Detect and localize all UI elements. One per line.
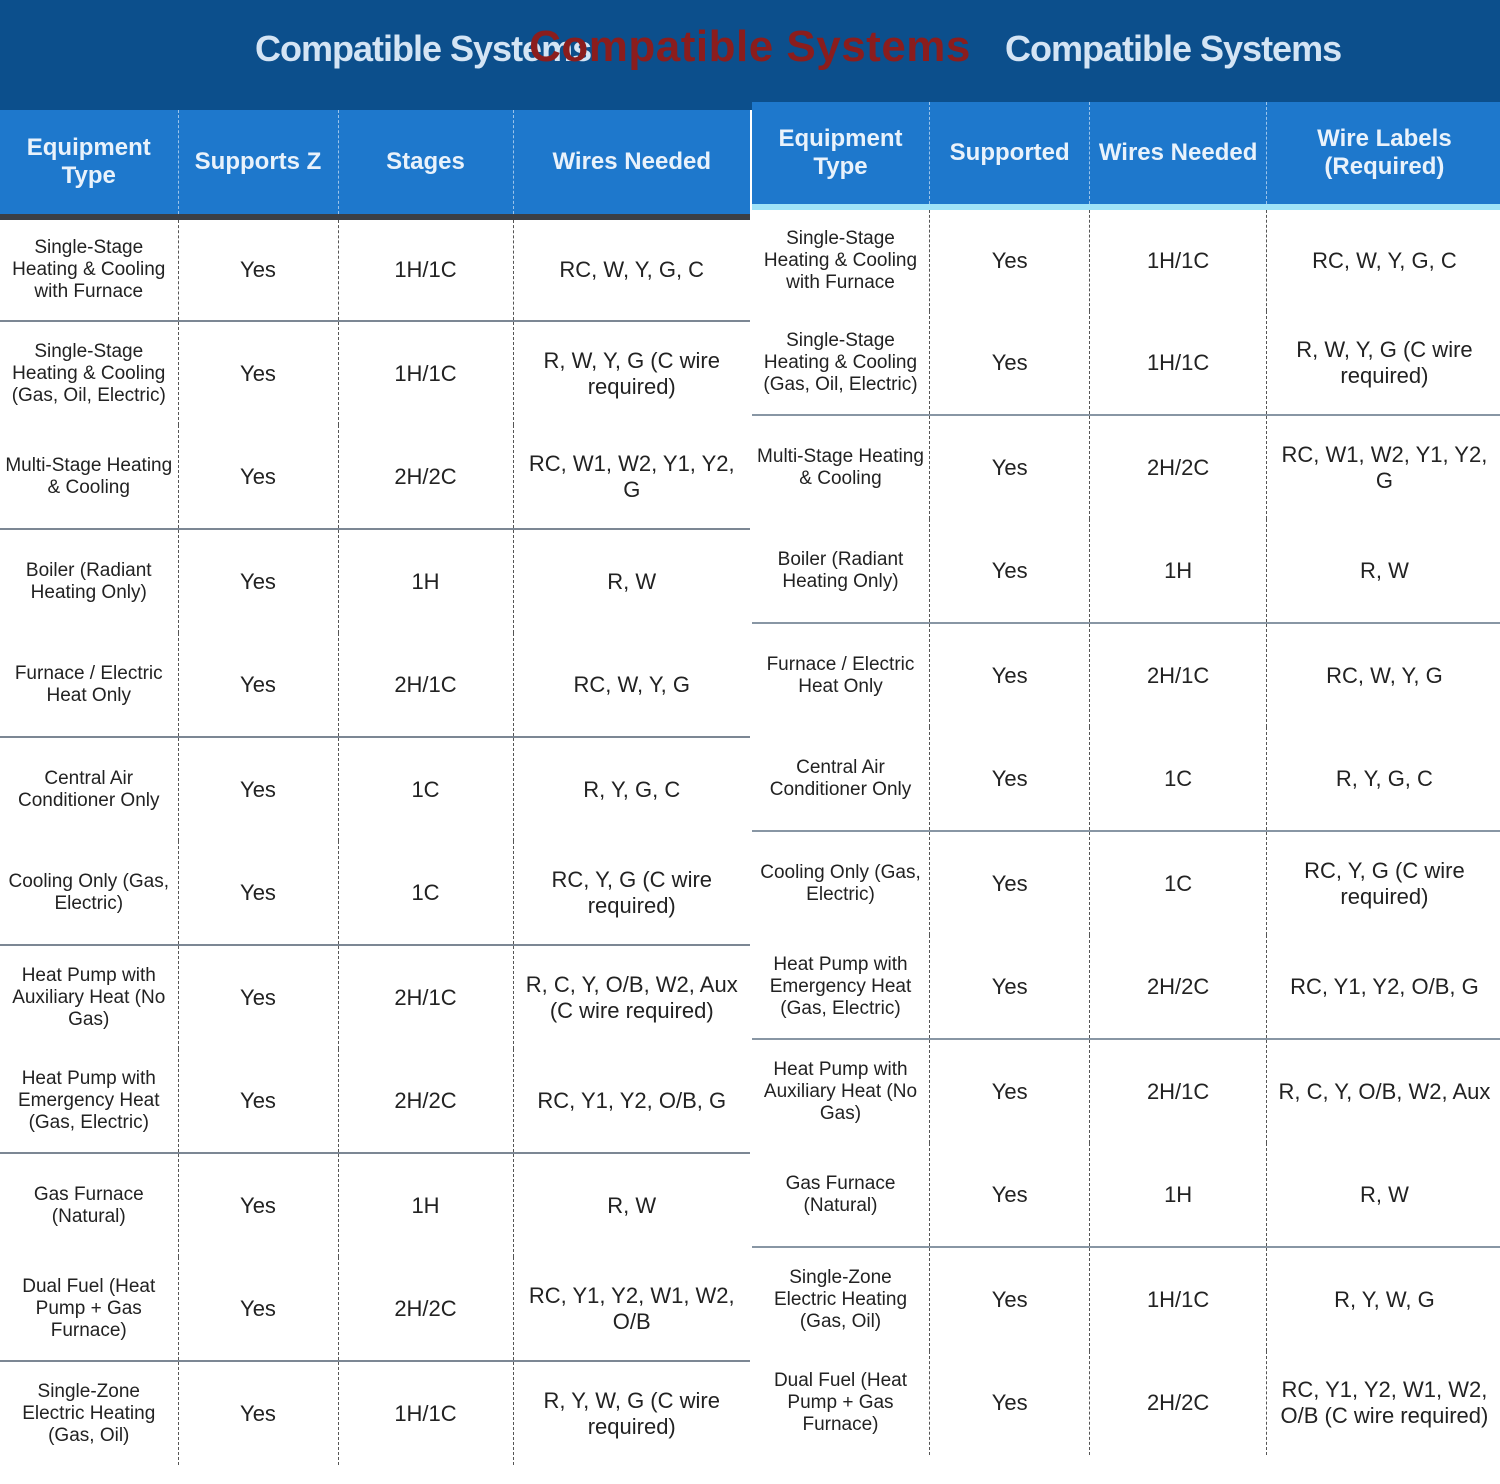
cell-stages: 2H/2C (1090, 1351, 1266, 1455)
table-row (752, 207, 1500, 311)
cell-equipment-type: Furnace / Electric Heat Only (0, 633, 178, 737)
cell-stages: 2H/2C (1090, 415, 1266, 519)
table-row (752, 311, 1500, 415)
cell-stages: 2H/2C (338, 1049, 513, 1153)
table-row (0, 529, 750, 633)
cell-supported: Yes (929, 623, 1089, 727)
left-header-row (0, 110, 750, 217)
header-supported: Supported (929, 102, 1089, 207)
cell-equipment-type: Single-Stage Heating & Cooling with Furnace (752, 207, 929, 311)
cell-equipment-type: Heat Pump with Auxiliary Heat (No Gas) (0, 945, 178, 1049)
cell-stages: 1H (338, 1153, 513, 1257)
cell-stages: 2H/2C (338, 425, 513, 529)
header-equipment-type: Equipment Type (752, 102, 929, 207)
cell-wires: R, Y, G, C (1335, 765, 1433, 791)
cell-equipment-type: Multi-Stage Heating & Cooling (0, 425, 178, 529)
cell-supported: Yes (929, 519, 1089, 623)
cell-supported: Yes (929, 1351, 1089, 1455)
header-equipment-type: Equipment Type (0, 110, 178, 217)
header-wires-needed: Wires Needed (513, 110, 750, 217)
cell-equipment-type: Single-Stage Heating & Cooling with Furnace (0, 217, 178, 321)
cell-stages: 1C (338, 737, 513, 841)
cell-stages: 2H/1C (1090, 1039, 1266, 1143)
cell-supported: Yes (178, 529, 338, 633)
cell-equipment-type: Cooling Only (Gas, Electric) (0, 841, 178, 945)
cell-equipment-type: Single-Stage Heating & Cooling (Gas, Oil, Electric) (0, 321, 178, 425)
cell-stages: 1H/1C (1090, 1247, 1266, 1351)
cell-supported: Yes (929, 415, 1089, 519)
cell-wires: R, Y, G, C (513, 737, 750, 841)
cell-wires: RC, Y, G (C wire required) (551, 866, 713, 918)
header-wires-needed: Wires Needed (1090, 102, 1266, 207)
right-table-body (752, 207, 1500, 1455)
cell-supported: Yes (178, 1049, 338, 1153)
header-stages: Stages (338, 110, 513, 217)
cell-wires: R, W, Y, G (C wire required) (1296, 336, 1473, 388)
table-row (0, 321, 750, 425)
cell-wires: RC, Y1, Y2, O/B, G (537, 1087, 727, 1113)
cell-wires: R, W (1359, 1181, 1409, 1207)
ghost-title-right: Compatible Systems (1005, 28, 1342, 69)
table-row (752, 623, 1500, 727)
cell-supported: Yes (929, 1039, 1089, 1143)
table-row (0, 945, 750, 1049)
cell-wires: R, W (513, 529, 750, 633)
cell-wires: RC, W, Y, G (1266, 623, 1500, 727)
cell-stages: 1C (338, 841, 513, 945)
cell-wires: RC, W1, W2, Y1, Y2, G (1266, 415, 1500, 519)
cell-wires: R, W, Y, G (C wire required) (513, 321, 750, 425)
cell-supported: Yes (178, 945, 338, 1049)
cell-stages: 2H/2C (1090, 935, 1266, 1039)
cell-equipment-type: Single-Zone Electric Heating (Gas, Oil) (0, 1361, 178, 1465)
cell-equipment-type: Heat Pump with Emergency Heat (Gas, Electric) (752, 935, 929, 1039)
cell-supported: Yes (178, 217, 338, 321)
ghost-title-left: Compatible Systems (255, 28, 592, 69)
cell-supported: Yes (929, 1247, 1089, 1351)
cell-wires: RC, Y1, Y2, W1, W2, O/B (C wire required) (1280, 1377, 1489, 1428)
table-row (0, 1049, 750, 1153)
cell-supported: Yes (178, 1153, 338, 1257)
cell-supported: Yes (929, 207, 1089, 311)
table-row (752, 1247, 1500, 1351)
table-row (752, 935, 1500, 1039)
cell-equipment-type: Boiler (Radiant Heating Only) (752, 519, 929, 623)
cell-stages: 1H/1C (338, 1361, 513, 1465)
cell-supported: Yes (178, 633, 338, 737)
cell-stages: 1H (338, 529, 513, 633)
cell-stages: 1H (1090, 519, 1266, 623)
right-table-panel (752, 102, 1500, 1484)
page-title: Compatible Systems (529, 22, 971, 71)
cell-wires: RC, W, Y, G, C (559, 257, 705, 282)
cell-equipment-type: Furnace / Electric Heat Only (752, 623, 929, 727)
cell-wires: R, Y, W, G (1266, 1247, 1500, 1351)
cell-equipment-type: Dual Fuel (Heat Pump + Gas Furnace) (0, 1257, 178, 1361)
cell-equipment-type: Gas Furnace (Natural) (0, 1153, 178, 1257)
cell-equipment-type: Heat Pump with Auxiliary Heat (No Gas) (752, 1039, 929, 1143)
cell-supported: Yes (178, 1361, 338, 1465)
table-row (0, 737, 750, 841)
table-row (752, 727, 1500, 831)
cell-stages: 2H/1C (338, 633, 513, 737)
table-row (752, 1351, 1500, 1455)
cell-equipment-type: Central Air Conditioner Only (752, 727, 929, 831)
table-row (752, 415, 1500, 519)
right-header-row (752, 102, 1500, 207)
left-compatibility-table (0, 110, 750, 1465)
cell-supported: Yes (178, 737, 338, 841)
right-compatibility-table (752, 102, 1500, 1455)
cell-equipment-type: Central Air Conditioner Only (0, 737, 178, 841)
header-supported: Supports Z (178, 110, 338, 217)
cell-stages: 1H/1C (1090, 311, 1266, 415)
cell-wires: RC, W, Y, G, C (1312, 247, 1457, 273)
cell-stages: 1C (1090, 831, 1266, 935)
cell-wires: RC, W, Y, G (573, 671, 691, 697)
cell-wires: R, C, Y, O/B, W2, Aux (C wire required) (513, 945, 750, 1049)
cell-supported: Yes (178, 1257, 338, 1361)
cell-equipment-type: Single-Zone Electric Heating (Gas, Oil) (752, 1247, 929, 1351)
table-row (0, 1153, 750, 1257)
cell-wires: R, C, Y, O/B, W2, Aux (1266, 1039, 1500, 1143)
cell-supported: Yes (178, 841, 338, 945)
table-row (752, 519, 1500, 623)
cell-equipment-type: Gas Furnace (Natural) (752, 1143, 929, 1247)
cell-supported: Yes (929, 311, 1089, 415)
cell-supported: Yes (929, 831, 1089, 935)
cell-wires: RC, Y1, Y2, W1, W2, O/B (528, 1282, 735, 1334)
cell-supported: Yes (178, 425, 338, 529)
cell-wires: RC, W1, W2, Y1, Y2, G (528, 450, 735, 502)
table-row (0, 217, 750, 321)
cell-supported: Yes (178, 321, 338, 425)
table-row (752, 1143, 1500, 1247)
cell-equipment-type: Heat Pump with Emergency Heat (Gas, Electric) (0, 1049, 178, 1153)
cell-wires: RC, Y, G (C wire required) (1266, 831, 1500, 935)
left-table-body (0, 217, 750, 1465)
cell-stages: 1C (1090, 727, 1266, 831)
cell-equipment-type: Single-Stage Heating & Cooling (Gas, Oil, Electric) (752, 311, 929, 415)
table-row (0, 1257, 750, 1361)
cell-equipment-type: Cooling Only (Gas, Electric) (752, 831, 929, 935)
cell-wires: R, Y, W, G (C wire required) (513, 1361, 750, 1465)
table-row (0, 841, 750, 945)
cell-stages: 2H/1C (338, 945, 513, 1049)
cell-stages: 1H (1090, 1143, 1266, 1247)
cell-stages: 1H/1C (1090, 207, 1266, 311)
cell-equipment-type: Multi-Stage Heating & Cooling (752, 415, 929, 519)
cell-stages: 1H/1C (338, 321, 513, 425)
table-row (752, 831, 1500, 935)
cell-wires: R, W (513, 1153, 750, 1257)
cell-supported: Yes (929, 935, 1089, 1039)
cell-wires: R, W (1359, 557, 1409, 583)
cell-stages: 1H/1C (338, 217, 513, 321)
left-table-panel (0, 110, 750, 1484)
cell-stages: 2H/1C (1090, 623, 1266, 727)
header-wire-labels: Wire Labels (Required) (1266, 102, 1500, 207)
table-row (0, 633, 750, 737)
table-row (0, 425, 750, 529)
cell-supported: Yes (929, 1143, 1089, 1247)
table-row (0, 1361, 750, 1465)
cell-wires: RC, Y1, Y2, O/B, G (1290, 973, 1479, 999)
cell-equipment-type: Dual Fuel (Heat Pump + Gas Furnace) (752, 1351, 929, 1455)
cell-supported: Yes (929, 727, 1089, 831)
cell-equipment-type: Boiler (Radiant Heating Only) (0, 529, 178, 633)
table-row (752, 1039, 1500, 1143)
cell-stages: 2H/2C (338, 1257, 513, 1361)
